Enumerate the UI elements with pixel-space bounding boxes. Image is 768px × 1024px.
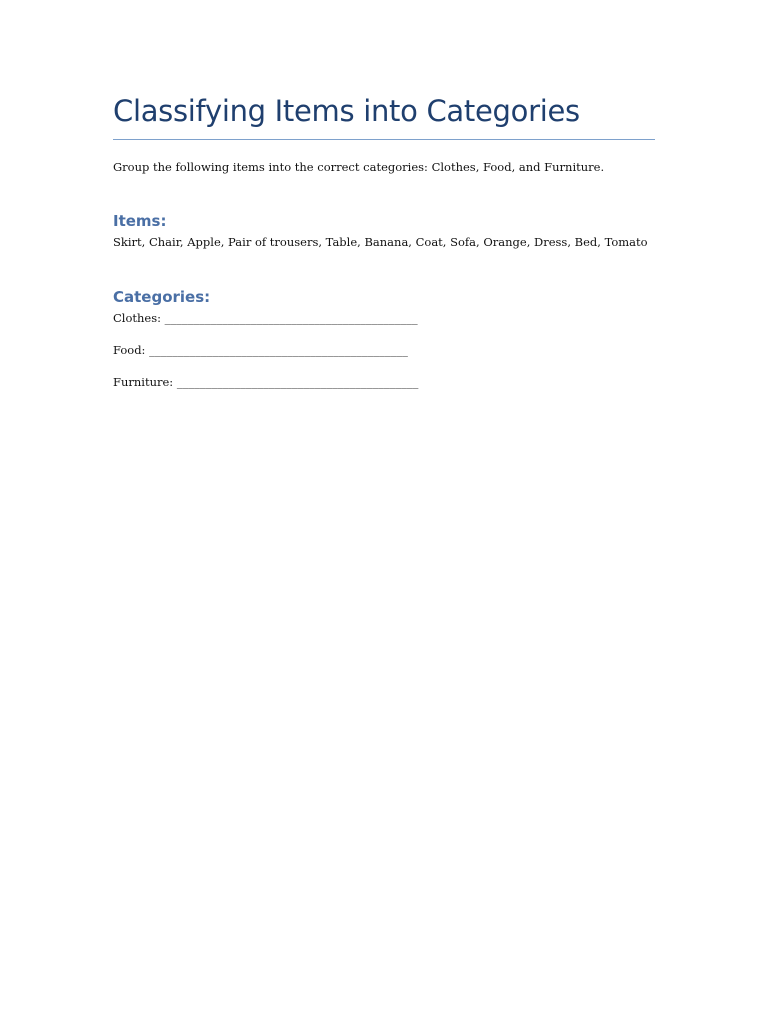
category-clothes-line: Clothes: ____________________________________________ — [113, 311, 418, 325]
category-furniture-line: Furniture: __________________________________________ — [113, 375, 419, 389]
document-title: Classifying Items into Categories — [113, 94, 580, 128]
instructions-text: Group the following items into the correct categories: Clothes, Food, and Furniture. — [113, 160, 605, 174]
items-heading: Items: — [113, 212, 167, 230]
title-underline — [113, 139, 655, 140]
categories-heading: Categories: — [113, 288, 211, 306]
items-list: Skirt, Chair, Apple, Pair of trousers, Table, Banana, Coat, Sofa, Orange, Dress, Bed, Tomato — [113, 235, 648, 249]
category-food-line: Food: _____________________________________________ — [113, 343, 408, 357]
